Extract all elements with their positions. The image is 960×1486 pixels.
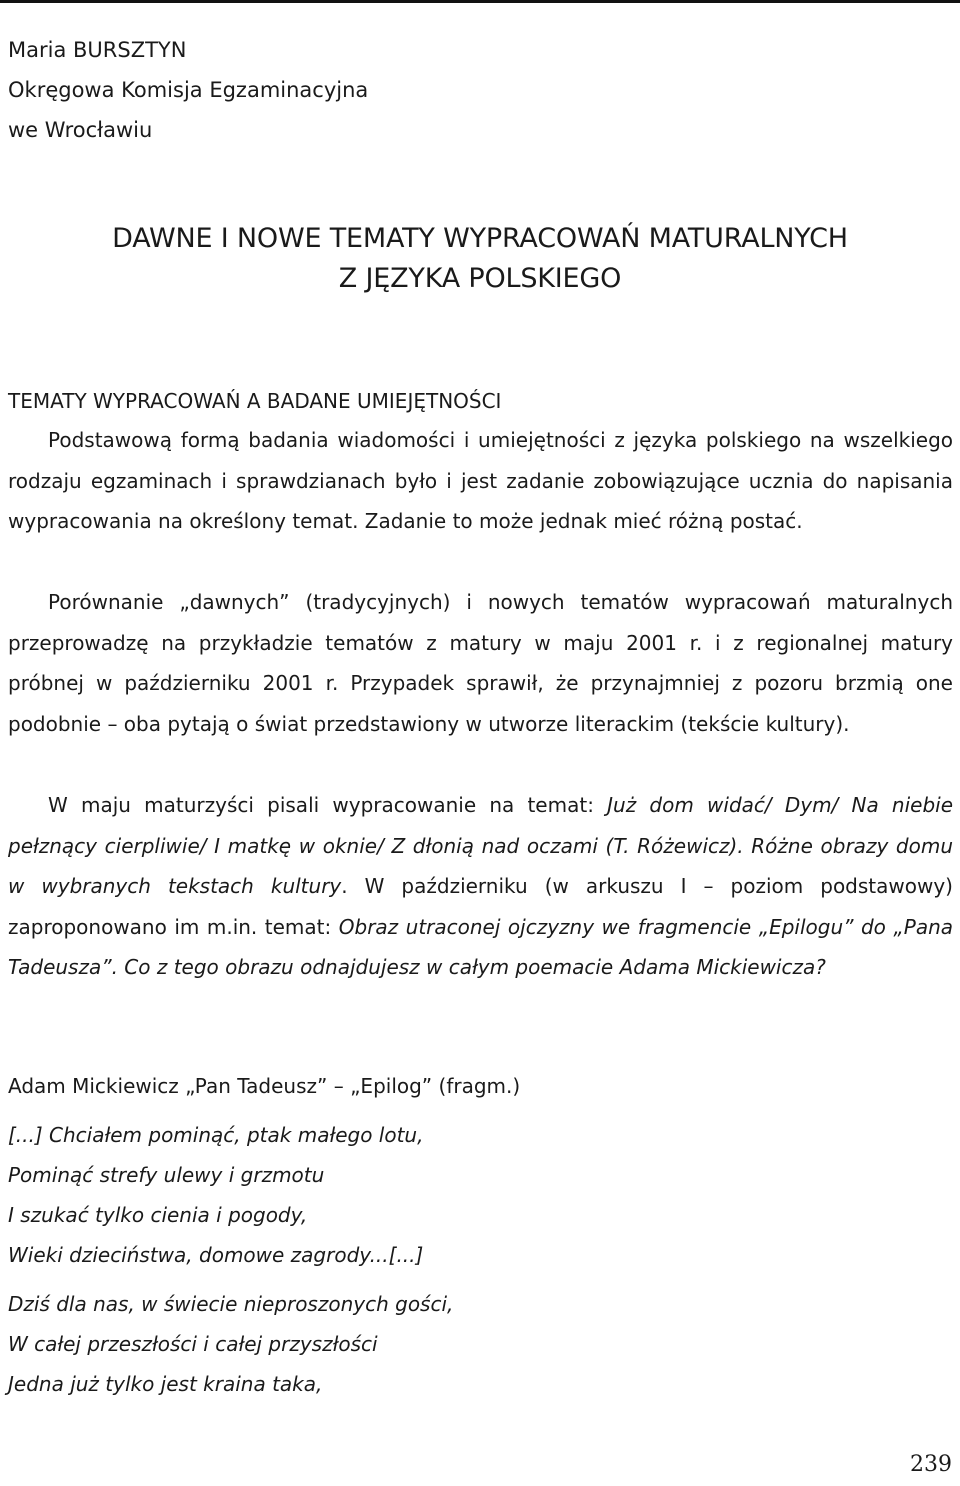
author-name: Maria BURSZTYN — [8, 38, 187, 62]
poem-line: Wieki dzieciństwa, domowe zagrody...[...] — [8, 1243, 424, 1267]
article-title-line2: Z JĘZYKA POLSKIEGO — [338, 263, 622, 294]
excerpt-source: Adam Mickiewicz „Pan Tadeusz” – „Epilog” (fragm.) — [8, 1074, 521, 1098]
author-block — [8, 30, 368, 150]
may-exam-topic: Już dom widać/ Dym/ Na niebie pełznący cierpliwie/ I matkę w oknie/ Z dłonią nad oczami (T. Różewicz). Różne obrazy domu w wybranych tekstach kultury — [8, 793, 953, 898]
poem-stanza-2 — [8, 1284, 453, 1404]
poem-stanza-1 — [8, 1115, 423, 1275]
article-title — [0, 219, 960, 299]
author-institution-line2: we Wrocławiu — [8, 118, 153, 142]
paragraph-3-middle: . W październiku (w arkuszu I – poziom podstawowy) zaproponowano im m.in. temat: — [8, 874, 953, 939]
paragraph-3-intro: W maju maturzyści pisali wypracowanie na temat: — [48, 793, 608, 817]
poem-line: [...] Chciałem pominąć, ptak małego lotu, — [8, 1123, 424, 1147]
top-rule — [0, 0, 960, 3]
poem-line: Dziś dla nas, w świecie nieproszonych gości, — [8, 1292, 454, 1316]
section-heading: TEMATY WYPRACOWAŃ A BADANE UMIEJĘTNOŚCI — [8, 389, 502, 413]
paragraph-2: Porównanie „dawnych” (tradycyjnych) i nowych tematów wypracowań maturalnych przeprowadzę na przykładzie tematów z matury w maju 2001 r. i z regionalnej matury próbnej w październiku 2001 r. Przypadek sprawił, że przynajmniej z pozoru brzmią one podobnie – oba pytają o świat przedstawiony w utworze literackim (tekście kultury). — [8, 590, 953, 736]
author-institution-line1: Okręgowa Komisja Egzaminacyjna — [8, 78, 369, 102]
october-exam-topic: Obraz utraconej ojczyzny we fragmencie „Epilogu” do „Pana Tadeusza”. Co z tego obrazu odnajdujesz w całym poemacie Adama Mickiewicza? — [8, 914, 954, 979]
paragraph-3 — [8, 785, 953, 988]
paragraph-1: Podstawową formą badania wiadomości i umiejętności z języka polskiego na wszelkiego rodzaju egzaminach i sprawdzianach było i jest zadanie zobowiązujące ucznia do napisania wypracowania na określony temat. Zadanie to może jednak mieć różną postać. — [8, 428, 953, 533]
page-number: 239 — [910, 1452, 952, 1477]
poem-line: W całej przeszłości i całej przyszłości — [8, 1332, 378, 1356]
poem-line: Pominąć strefy ulewy i grzmotu — [8, 1163, 325, 1187]
article-title-line1: DAWNE I NOWE TEMATY WYPRACOWAŃ MATURALNYCH — [112, 223, 848, 254]
poem-line: Jedna już tylko jest kraina taka, — [8, 1372, 323, 1396]
poem-line: I szukać tylko cienia i pogody, — [8, 1203, 308, 1227]
